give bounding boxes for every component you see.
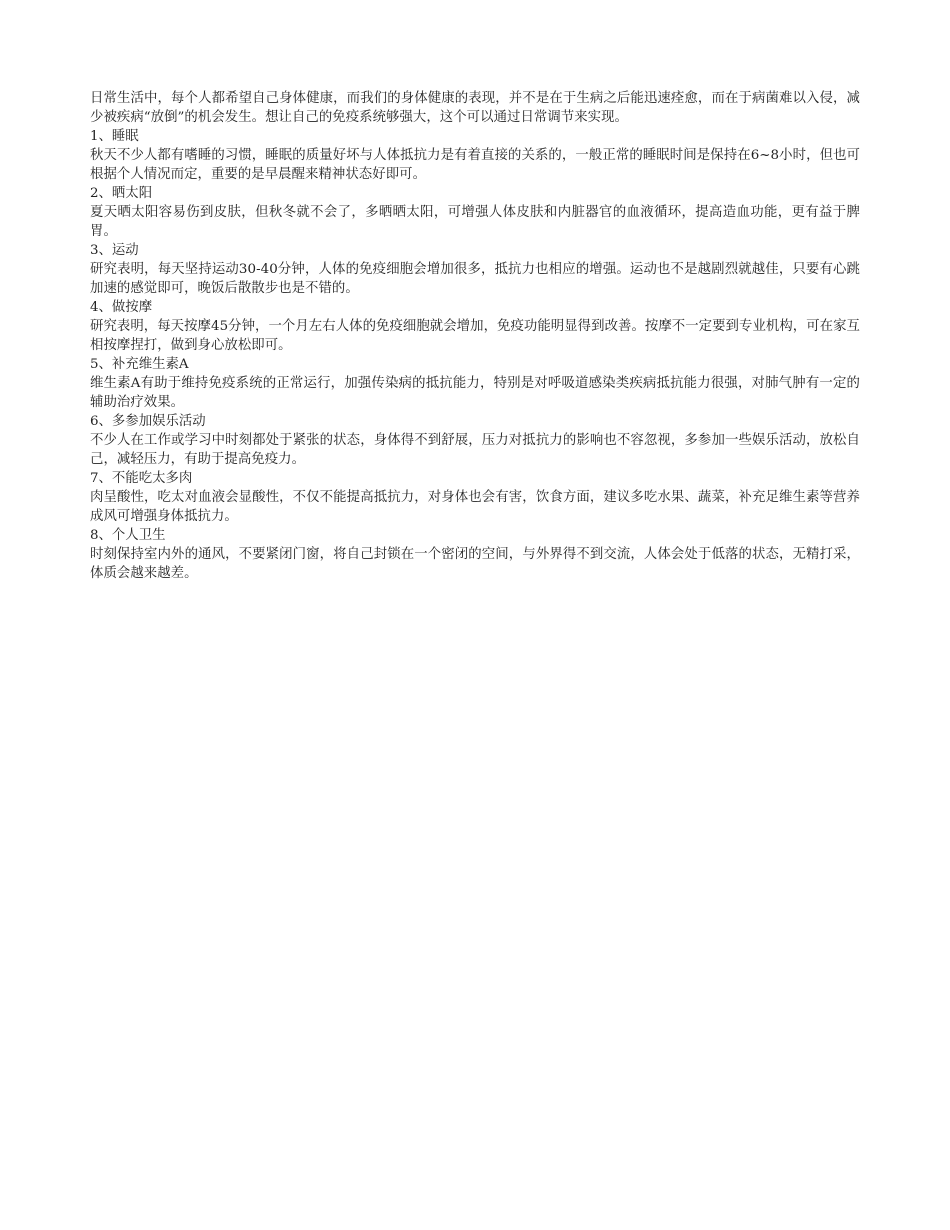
section-heading-less-meat: 7、不能吃太多肉 (90, 471, 193, 486)
section-body-recreation: 不少人在工作或学习中时刻都处于紧张的状态，身体得不到舒展，压力对抵抗力的影响也不容忽视，多参加一些娱乐活动，放松自己，减轻压力，有助于提高免疫力。 (90, 433, 860, 467)
intro-paragraph: 日常生活中，每个人都希望自己身体健康，而我们的身体健康的表现，并不是在于生病之后能迅速痊愈，而在于病菌难以入侵，减少被疾病“放倒”的机会发生。想让自己的免疫系统够强大，这个可以通过日常调节来实现。 (90, 91, 860, 125)
section-body-sleep: 秋天不少人都有嗜睡的习惯，睡眠的质量好坏与人体抵抗力是有着直接的关系的，一般正常的睡眠时间是保持在6~8小时，但也可根据个人情况而定，重要的是早晨醒来精神状态好即可。 (90, 148, 860, 182)
section-heading-exercise: 3、运动 (90, 243, 139, 258)
section-heading-sleep: 1、睡眠 (90, 129, 139, 144)
section-body-hygiene: 时刻保持室内外的通风，不要紧闭门窗，将自己封锁在一个密闭的空间，与外界得不到交流，人体会处于低落的状态，无精打采，体质会越来越差。 (90, 547, 860, 581)
section-heading-sunbathing: 2、晒太阳 (90, 186, 153, 201)
section-body-sunbathing: 夏天晒太阳容易伤到皮肤，但秋冬就不会了，多晒晒太阳，可增强人体皮肤和内脏器官的血液循环，提高造血功能，更有益于脾胃。 (90, 205, 860, 239)
section-heading-hygiene: 8、个人卫生 (90, 528, 166, 543)
section-body-massage: 研究表明，每天按摩45分钟，一个月左右人体的免疫细胞就会增加，免疫功能明显得到改善。按摩不一定要到专业机构，可在家互相按摩捏打，做到身心放松即可。 (90, 319, 860, 353)
section-body-vitamin-a: 维生素A有助于维持免疫系统的正常运行，加强传染病的抵抗能力，特别是对呼吸道感染类疾病抵抗能力很强，对肺气肿有一定的辅助治疗效果。 (90, 376, 860, 410)
section-heading-massage: 4、做按摩 (90, 300, 153, 315)
section-heading-recreation: 6、多参加娱乐活动 (90, 414, 206, 429)
section-body-less-meat: 肉呈酸性，吃太对血液会显酸性，不仅不能提高抵抗力，对身体也会有害，饮食方面，建议多吃水果、蔬菜，补充足维生素等营养成风可增强身体抵抗力。 (90, 490, 860, 524)
section-body-exercise: 研究表明，每天坚持运动30-40分钟，人体的免疫细胞会增加很多，抵抗力也相应的增强。运动也不是越剧烈就越佳，只要有心跳加速的感觉即可，晚饭后散散步也是不错的。 (90, 262, 860, 296)
section-heading-vitamin-a: 5、补充维生素A (90, 357, 189, 372)
document-page (90, 89, 860, 583)
